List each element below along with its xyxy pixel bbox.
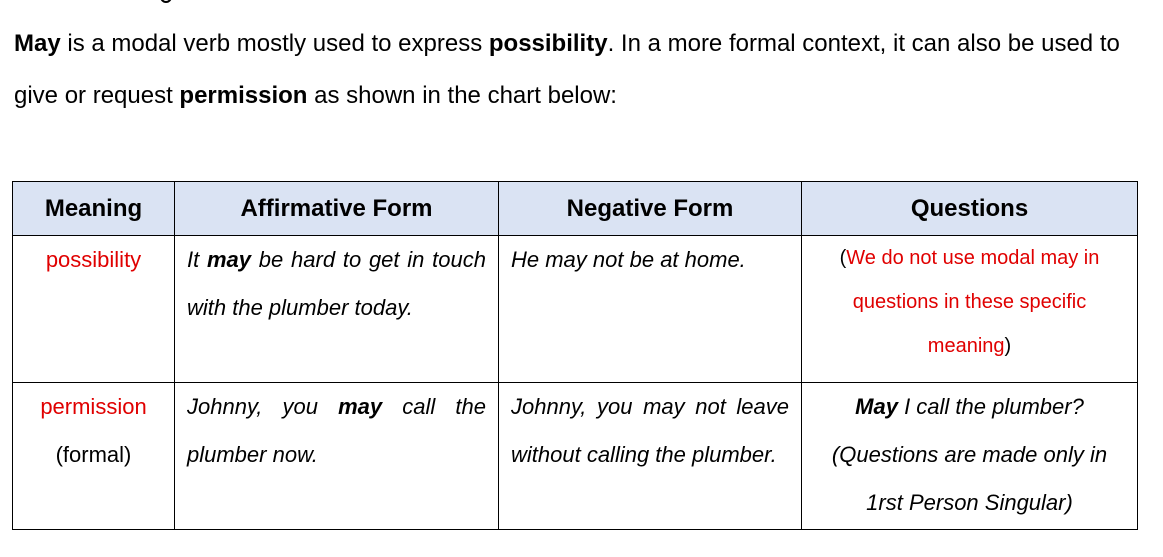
example-text: be hard to get in touch with the plumber today.: [187, 247, 486, 320]
intro-keyword-possibility: possibility: [488, 30, 608, 57]
questions-note: (Questions are made only in 1rst Person Singular): [831, 442, 1108, 515]
modal-highlight: may: [338, 394, 383, 419]
example-text: Johnny, you may not leave without calling the plumber.: [511, 394, 789, 467]
intro-keyword-permission: permission: [179, 82, 308, 109]
intro-text-segment: as shown in the chart below:: [307, 82, 617, 109]
header-meaning: Meaning: [13, 182, 175, 236]
intro-text-segment: . In a more formal context, it can also be: [607, 30, 1035, 57]
intro-paragraph: [14, 18, 1149, 122]
question-example: [814, 383, 1125, 431]
intro-keyword-may: May: [14, 30, 61, 57]
example-text: I call the plumber?: [897, 394, 1084, 419]
meaning-label: permission: [40, 394, 147, 419]
questions-note: We do not use modal may in questions in these specific meaning: [846, 247, 1100, 357]
questions-cell: [802, 383, 1138, 530]
intro-text-segment: is a modal verb mostly used to express: [60, 30, 489, 57]
affirmative-cell: [175, 383, 499, 530]
modal-highlight: may: [207, 247, 252, 272]
intro-text: [14, 18, 1149, 122]
cropped-heading-fragment: [160, 0, 250, 4]
example-text: It: [187, 247, 207, 272]
modal-highlight: May: [855, 394, 898, 419]
meaning-cell: [13, 383, 175, 530]
negative-cell: [499, 236, 802, 383]
paren-close: ): [1004, 335, 1012, 357]
header-affirmative: Affirmative Form: [175, 182, 499, 236]
table-row: [13, 236, 1138, 383]
intro-text-segment: used to give or request: [14, 30, 1120, 109]
example-text: He may not be at home.: [511, 247, 746, 272]
paren-open: (: [839, 247, 847, 269]
questions-cell: [802, 236, 1138, 383]
meaning-label: possibility: [45, 247, 142, 272]
modal-may-chart: [12, 181, 1138, 530]
table-header-row: [13, 182, 1138, 236]
table-row: [13, 383, 1138, 530]
header-questions: Questions: [802, 182, 1138, 236]
meaning-cell: [13, 236, 175, 383]
example-text: call the plumber now.: [187, 394, 486, 467]
example-text: Johnny, you: [187, 394, 339, 419]
affirmative-cell: [175, 236, 499, 383]
meaning-sublabel: (formal): [55, 442, 132, 467]
header-negative: Negative Form: [499, 182, 802, 236]
negative-cell: [499, 383, 802, 530]
